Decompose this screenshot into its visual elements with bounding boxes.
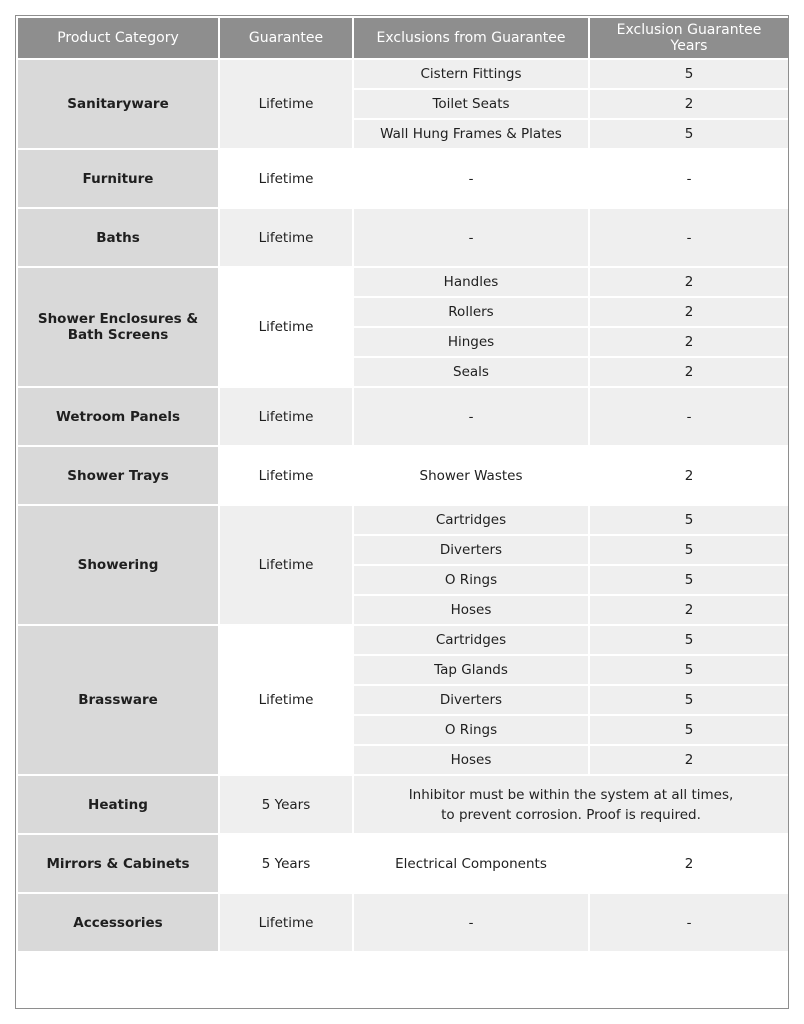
header-product-category: Product Category [17,17,219,59]
exclusion-years-cell: - [589,149,789,208]
guarantee-cell: Lifetime [219,893,353,952]
guarantee-cell: 5 Years [219,775,353,834]
header-row [17,17,789,59]
category-cell: Shower Trays [17,446,219,505]
exclusion-cell: Shower Wastes [353,446,589,505]
exclusion-cell: Wall Hung Frames & Plates [353,119,589,149]
exclusion-cell: Hoses [353,745,589,775]
exclusion-years-cell: 2 [589,357,789,387]
exclusion-years-cell: - [589,387,789,446]
exclusion-years-cell: 5 [589,685,789,715]
table-row [17,775,789,834]
exclusion-cell: Tap Glands [353,655,589,685]
exclusion-cell: Hinges [353,327,589,357]
exclusion-cell: - [353,893,589,952]
guarantee-cell: Lifetime [219,625,353,775]
exclusion-cell: Toilet Seats [353,89,589,119]
table-row [17,625,789,655]
exclusion-years-cell: 5 [589,565,789,595]
exclusion-years-cell: 5 [589,119,789,149]
category-cell: Accessories [17,893,219,952]
category-cell: Mirrors & Cabinets [17,834,219,893]
exclusion-years-cell: 2 [589,89,789,119]
guarantee-table [16,16,790,953]
exclusion-cell: O Rings [353,565,589,595]
table-row [17,893,789,952]
exclusion-cell: Cistern Fittings [353,59,589,89]
category-cell: Showering [17,505,219,625]
exclusion-cell: Cartridges [353,625,589,655]
exclusion-cell: Rollers [353,297,589,327]
category-cell: Furniture [17,149,219,208]
exclusion-cell: Seals [353,357,589,387]
category-cell: Wetroom Panels [17,387,219,446]
heating-note-line: Inhibitor must be within the system at all times, [408,786,734,803]
category-cell: Sanitaryware [17,59,219,149]
table-row [17,834,789,893]
heating-note-cell [353,775,789,834]
category-cell: Baths [17,208,219,267]
exclusion-years-cell: 2 [589,745,789,775]
guarantee-cell: Lifetime [219,446,353,505]
table-row [17,267,789,297]
exclusion-years-cell: 2 [589,327,789,357]
exclusion-years-cell: 2 [589,595,789,625]
exclusion-years-cell: 2 [589,834,789,893]
table-row [17,149,789,208]
exclusion-years-cell: 5 [589,715,789,745]
header-guarantee: Guarantee [219,17,353,59]
category-cell: Brassware [17,625,219,775]
table-row [17,387,789,446]
exclusion-years-cell: 5 [589,59,789,89]
exclusion-cell: O Rings [353,715,589,745]
table-row [17,505,789,535]
guarantee-cell: Lifetime [219,267,353,387]
exclusion-cell: - [353,149,589,208]
exclusion-years-cell: 5 [589,655,789,685]
exclusion-cell: - [353,387,589,446]
exclusion-years-cell: - [589,208,789,267]
guarantee-cell: Lifetime [219,387,353,446]
exclusion-cell: Hoses [353,595,589,625]
exclusion-cell: Diverters [353,535,589,565]
exclusion-years-cell: 2 [589,267,789,297]
exclusion-years-cell: 5 [589,625,789,655]
exclusion-cell: Handles [353,267,589,297]
exclusion-years-cell: 5 [589,535,789,565]
table-row [17,59,789,89]
guarantee-cell: Lifetime [219,208,353,267]
heating-note-line: to prevent corrosion. Proof is required. [441,806,701,823]
header-exclusions: Exclusions from Guarantee [353,17,589,59]
guarantee-cell: Lifetime [219,505,353,625]
category-cell: Shower Enclosures & Bath Screens [17,267,219,387]
exclusion-years-cell: 5 [589,505,789,535]
exclusion-cell: Cartridges [353,505,589,535]
table-row [17,446,789,505]
table-row [17,208,789,267]
guarantee-cell: 5 Years [219,834,353,893]
exclusion-cell: Electrical Components [353,834,589,893]
exclusion-cell: Diverters [353,685,589,715]
category-cell: Heating [17,775,219,834]
guarantee-cell: Lifetime [219,149,353,208]
exclusion-years-cell: - [589,893,789,952]
header-exclusion-years: Exclusion Guarantee Years [589,17,789,59]
exclusion-years-cell: 2 [589,446,789,505]
exclusion-cell: - [353,208,589,267]
guarantee-cell: Lifetime [219,59,353,149]
exclusion-years-cell: 2 [589,297,789,327]
